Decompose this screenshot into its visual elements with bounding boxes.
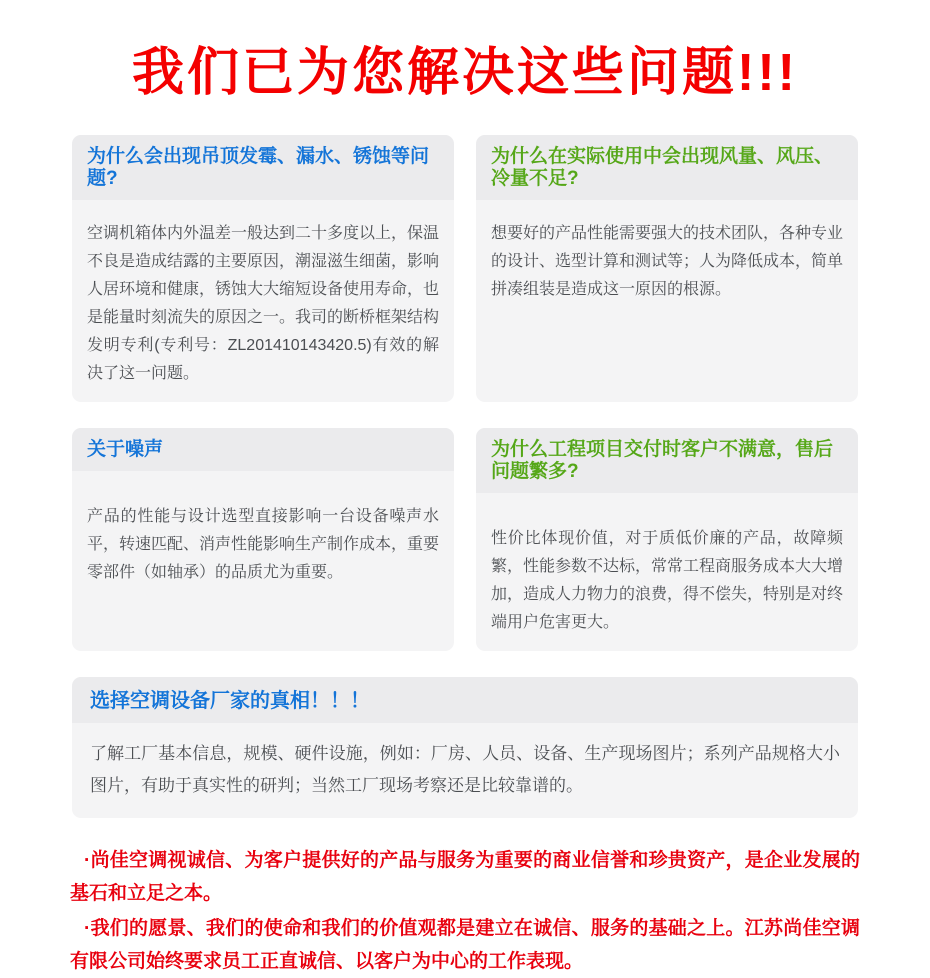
card-body-text: 想要好的产品性能需要强大的技术团队，各种专业的设计、选型计算和测试等；人为降低成本，简单拼凑组装是造成这一原因的根源。	[491, 225, 844, 298]
card-noise	[72, 428, 454, 651]
card-heading: 为什么在实际使用中会出现风量、风压、冷量不足?	[476, 135, 858, 200]
card-aftersales	[476, 428, 858, 651]
card-heading: 为什么会出现吊顶发霉、漏水、锈蚀等问题?	[72, 135, 454, 200]
card-body-text: 了解工厂基本信息，规模、硬件设施，例如：厂房、人员、设备、生产现场图片；系列产品规格大小图片，有助于真实性的研判；当然工厂现场考察还是比较靠谱的。	[90, 744, 840, 795]
card-heading: 关于噪声	[72, 428, 454, 471]
card-body-text: 性价比体现价值，对于质低价廉的产品，故障频繁，性能参数不达标，常常工程商服务成本大大增加，造成人力物力的浪费，得不偿失，特别是对终端用户危害更大。	[491, 530, 844, 631]
card-factory-truth	[72, 677, 858, 818]
qa-cards-grid	[72, 135, 858, 651]
footer-note-integrity: ·尚佳空调视诚信、为客户提供好的产品与服务为重要的商业信誉和珍贵资产，是企业发展的基石和立足之本。	[70, 850, 860, 904]
card-airflow-pressure	[476, 135, 858, 402]
card-body-text: 产品的性能与设计选型直接影响一台设备噪声水平，转速匹配、消声性能影响生产制作成本，重要零部件（如轴承）的品质尤为重要。	[87, 508, 440, 581]
card-body-text: 空调机箱体内外温差一般达到二十多度以上，保温不良是造成结露的主要原因，潮湿滋生细菌，影响人居环境和健康，锈蚀大大缩短设备使用寿命，也是能量时刻流失的原因之一。我司的断桥框架结构发明专利(专利号：ZL201410143420.5)有效的解决了这一问题。	[87, 225, 440, 382]
card-mold-leak-rust	[72, 135, 454, 402]
page-title: 我们已为您解决这些问题!!!	[132, 44, 798, 102]
footer-note-vision: ·我们的愿景、我们的使命和我们的价值观都是建立在诚信、服务的基础之上。江苏尚佳空调有限公司始终要求员工正直诚信、以客户为中心的工作表现。	[70, 918, 860, 972]
footer-notes	[70, 844, 860, 978]
card-heading: 为什么工程项目交付时客户不满意，售后问题繁多?	[476, 428, 858, 493]
card-heading: 选择空调设备厂家的真相！！！	[72, 677, 858, 723]
